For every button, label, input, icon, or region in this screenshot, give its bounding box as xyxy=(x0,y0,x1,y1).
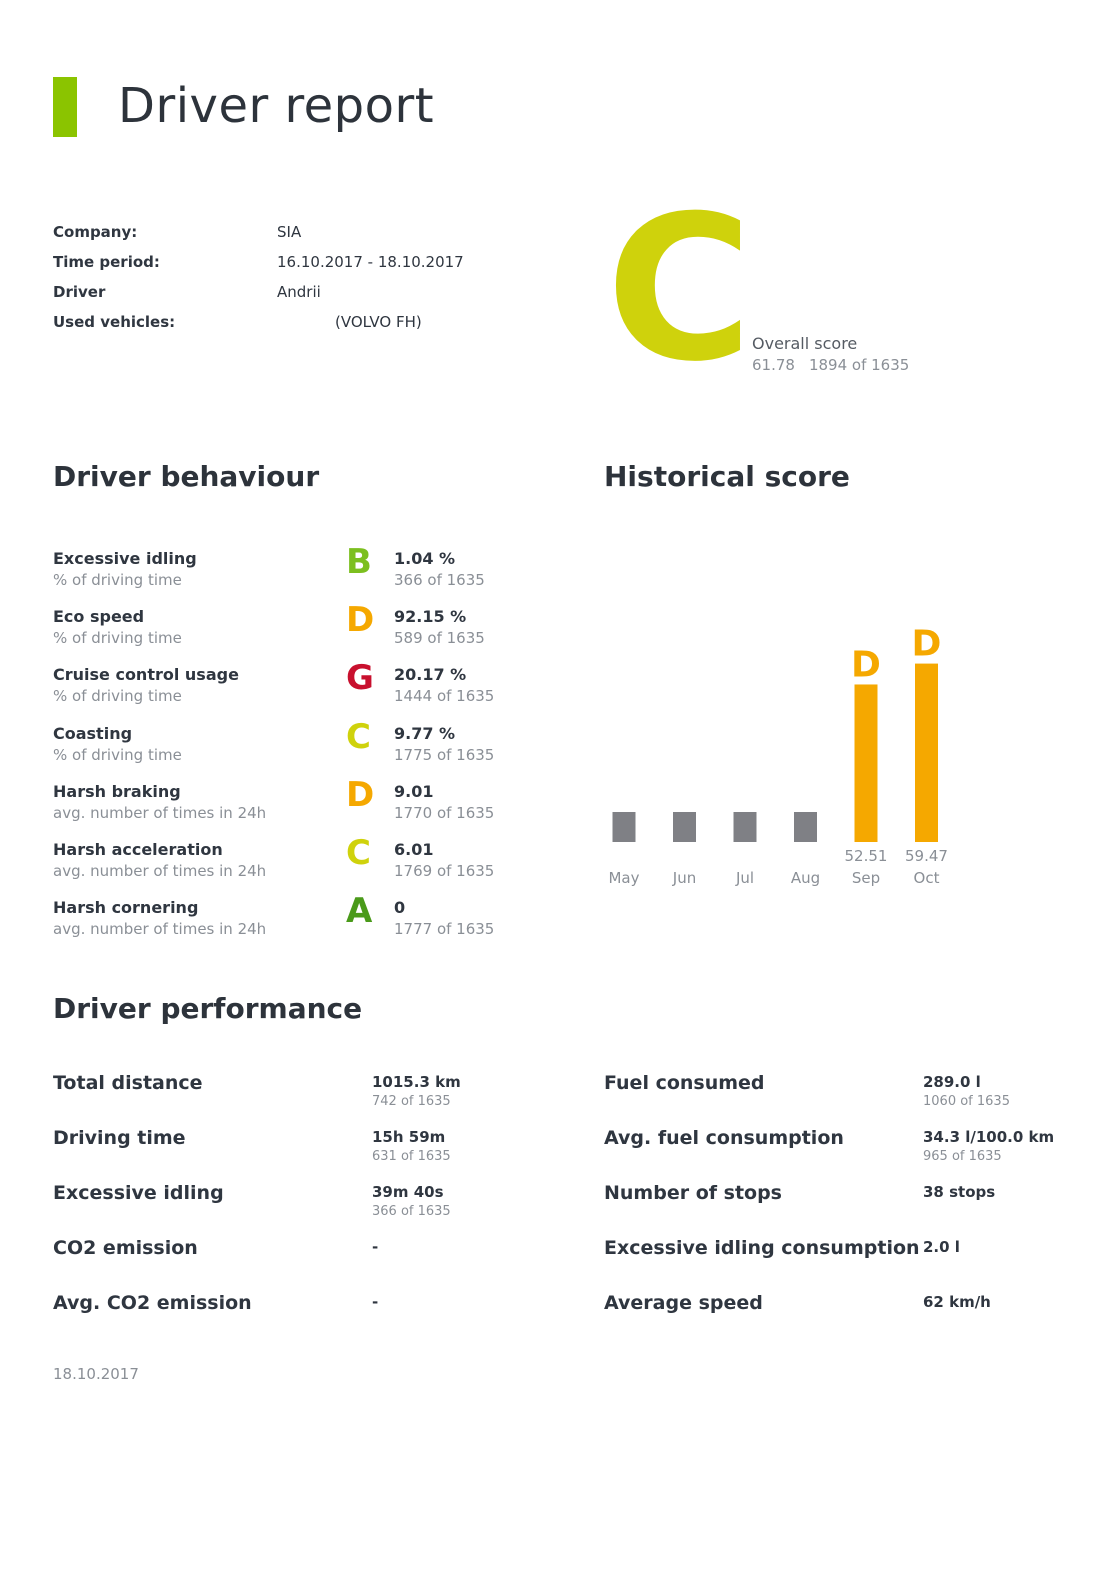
behaviour-grade: D xyxy=(346,600,375,641)
info-label-vehicles: Used vehicles: xyxy=(53,313,176,331)
behaviour-rank: 1444 of 1635 xyxy=(394,687,495,706)
behaviour-unit: avg. number of times in 24h xyxy=(53,920,267,939)
performance-value: 38 stops xyxy=(923,1183,996,1201)
info-value-driver: Andrii xyxy=(277,283,321,301)
behaviour-name: Harsh acceleration xyxy=(53,840,223,859)
footer-date: 18.10.2017 xyxy=(53,1365,139,1383)
performance-label: CO2 emission xyxy=(53,1237,198,1259)
behaviour-name: Excessive idling xyxy=(53,549,197,568)
performance-rank: 631 of 1635 xyxy=(372,1149,451,1164)
performance-value: 39m 40s xyxy=(372,1183,444,1201)
behaviour-value: 9.77 % xyxy=(394,723,456,743)
behaviour-name: Coasting xyxy=(53,723,133,743)
behaviour-name: Harsh braking xyxy=(53,781,181,801)
behaviour-rank: 589 of 1635 xyxy=(394,629,485,648)
performance-label: Avg. CO2 emission xyxy=(53,1292,252,1314)
performance-rank: 1060 of 1635 xyxy=(923,1094,1010,1109)
behaviour-grade: B xyxy=(346,542,372,582)
chart-bar-empty xyxy=(734,812,757,842)
chart-value-label: 59.47 xyxy=(905,847,948,865)
behaviour-grade: A xyxy=(346,891,373,932)
performance-label: Excessive idling xyxy=(53,1182,224,1204)
chart-bar xyxy=(915,664,938,842)
performance-label: Fuel consumed xyxy=(604,1072,765,1094)
performance-value: - xyxy=(372,1293,379,1311)
chart-tick-label: Sep xyxy=(851,869,881,887)
chart-bar-empty xyxy=(613,812,636,842)
behaviour-grade: C xyxy=(346,716,371,757)
performance-value: 62 km/h xyxy=(923,1293,991,1311)
info-value-time-period: 16.10.2017 - 18.10.2017 xyxy=(277,253,464,271)
chart-tick-label: Aug xyxy=(790,869,821,887)
behaviour-name: Harsh cornering xyxy=(53,898,199,918)
overall-score-values xyxy=(752,356,923,374)
overall-grade: C xyxy=(606,173,753,406)
performance-rank: 366 of 1635 xyxy=(372,1204,451,1219)
behaviour-unit: avg. number of times in 24h xyxy=(53,862,267,880)
behaviour-grade: D xyxy=(346,774,375,815)
performance-label: Average speed xyxy=(604,1292,763,1314)
behaviour-rank: 1770 of 1635 xyxy=(394,803,495,822)
behaviour-grade: C xyxy=(346,833,371,873)
performance-value: 289.0 l xyxy=(923,1073,981,1091)
performance-value: 15h 59m xyxy=(372,1128,446,1146)
overall-score-value: 61.78 xyxy=(752,356,795,374)
behaviour-row xyxy=(53,716,523,774)
info-label-company: Company: xyxy=(53,223,138,241)
historical-title: Historical score xyxy=(604,460,850,493)
performance-value: - xyxy=(372,1238,379,1256)
behaviour-row xyxy=(53,658,523,715)
behaviour-value: 20.17 % xyxy=(394,665,467,685)
performance-title: Driver performance xyxy=(53,992,363,1025)
behaviour-row xyxy=(53,891,523,948)
chart-bar-empty xyxy=(794,812,817,842)
chart-bar-empty xyxy=(673,812,696,842)
behaviour-value: 0 xyxy=(394,898,406,918)
overall-score-label: Overall score xyxy=(752,334,858,353)
performance-value: 34.3 l/100.0 km xyxy=(923,1128,1055,1146)
performance-label: Excessive idling consumption xyxy=(604,1237,920,1259)
overall-score-rank: 1894 of 1635 xyxy=(808,356,910,374)
historical-score-chart xyxy=(600,600,960,900)
info-value-company: SIA xyxy=(277,223,302,241)
behaviour-row xyxy=(53,774,523,832)
behaviour-unit: avg. number of times in 24h xyxy=(53,803,267,822)
behaviour-rank: 366 of 1635 xyxy=(394,571,485,589)
performance-rank: 742 of 1635 xyxy=(372,1094,451,1109)
chart-bar-grade: D xyxy=(851,644,881,686)
performance-value: 2.0 l xyxy=(923,1238,960,1256)
behaviour-unit: % of driving time xyxy=(53,745,182,764)
behaviour-name: Eco speed xyxy=(53,607,145,627)
performance-label: Driving time xyxy=(53,1127,186,1149)
behaviour-rank: 1775 of 1635 xyxy=(394,745,495,764)
behaviour-name: Cruise control usage xyxy=(53,665,239,685)
behaviour-unit: % of driving time xyxy=(53,571,182,589)
chart-tick-label: Oct xyxy=(913,869,940,887)
behaviour-unit: % of driving time xyxy=(53,687,182,706)
behaviour-value: 1.04 % xyxy=(394,549,456,568)
performance-label: Avg. fuel consumption xyxy=(604,1127,844,1149)
behaviour-unit: % of driving time xyxy=(53,629,182,648)
info-label-driver: Driver xyxy=(53,283,106,301)
behaviour-row xyxy=(53,833,523,890)
performance-label: Total distance xyxy=(53,1072,203,1094)
accent-bar xyxy=(53,77,77,137)
behaviour-row xyxy=(53,542,523,599)
chart-bar xyxy=(855,684,878,842)
chart-bar-grade: D xyxy=(911,623,942,665)
chart-tick-label: Jul xyxy=(735,869,755,887)
info-value-vehicles: (VOLVO FH) xyxy=(335,313,422,331)
chart-tick-label: Jun xyxy=(672,869,697,887)
chart-value-label: 52.51 xyxy=(844,847,888,865)
chart-tick-label: May xyxy=(608,869,640,887)
behaviour-row xyxy=(53,600,523,657)
page-title: Driver report xyxy=(118,78,435,134)
performance-rank: 965 of 1635 xyxy=(923,1149,1002,1164)
behaviour-value: 92.15 % xyxy=(394,607,467,627)
performance-value: 1015.3 km xyxy=(372,1073,461,1091)
behaviour-value: 9.01 xyxy=(394,781,434,801)
behaviour-rank: 1769 of 1635 xyxy=(394,862,495,880)
info-label-time-period: Time period: xyxy=(53,253,160,271)
behaviour-rank: 1777 of 1635 xyxy=(394,920,495,939)
behaviour-title: Driver behaviour xyxy=(53,460,320,493)
behaviour-grade: G xyxy=(346,658,374,699)
behaviour-value: 6.01 xyxy=(394,840,434,859)
performance-label: Number of stops xyxy=(604,1182,782,1204)
